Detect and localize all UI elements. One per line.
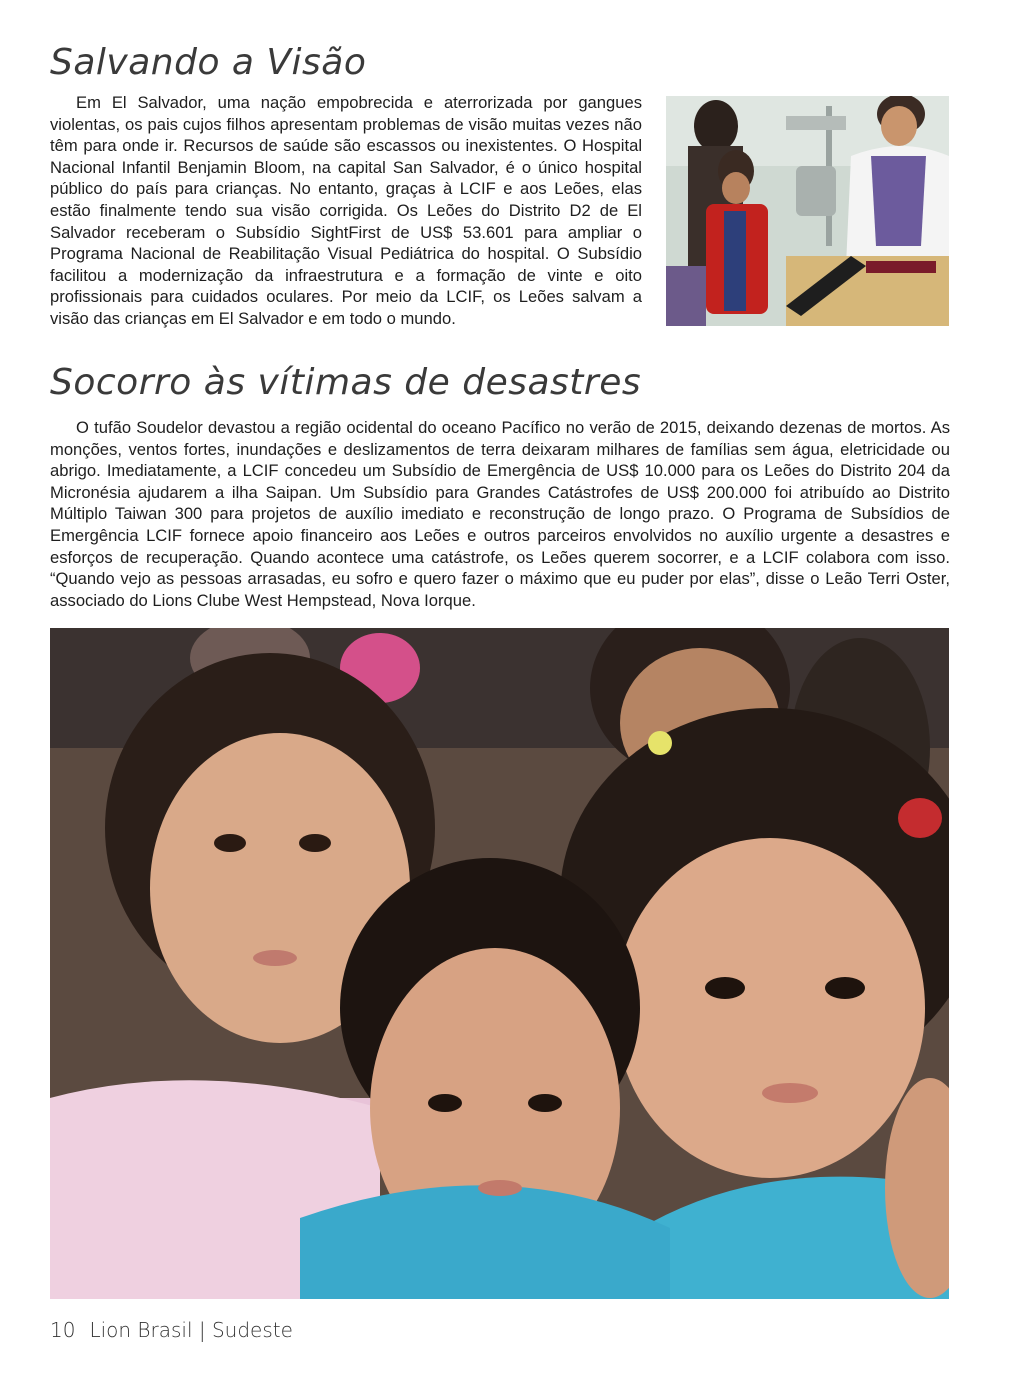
section-title-disaster-relief: Socorro às vítimas de desastres xyxy=(50,362,642,403)
publication-name: Lion Brasil | Sudeste xyxy=(89,1318,293,1342)
page-number: 10 xyxy=(50,1318,76,1342)
children-photo xyxy=(50,628,949,1299)
section-title-saving-sight: Salvando a Visão xyxy=(50,42,367,83)
section-body-disaster-relief: O tufão Soudelor devastou a região ocidental do oceano Pacífico no verão de 2015, deixando dezenas de mortos. As monções, ventos fortes, inundações e deslizamentos de terra deixaram milhares de famílias sem água, eletricidade ou abrigo. Imediatamente, a LCIF concedeu um Subsídio de Emergência de US$ 10.000 para os Leões do Distrito 204 da Micronésia ajudarem a ilha Saipan. Um Subsídio para Grandes Catástrofes de US$ 200.000 foi atribuído ao Distrito Múltiplo Taiwan 300 para projetos de auxílio imediato e reconstrução de longo prazo. O Programa de Subsídios de Emergência LCIF fornece apoio financeiro aos Leões e outros parceiros envolvidos no auxílio urgente a desastres e esforços de recuperação. Quando acontece uma catástrofe, os Leões querem socorrer, e a LCIF colabora com isso. “Quando vejo as pessoas arrasadas, eu sofro e quero fazer o máximo que eu puder por elas”, disse o Leão Terri Oster, associado do Lions Clube West Hempstead, Nova Iorque. xyxy=(50,418,950,610)
eye-clinic-photo xyxy=(666,96,949,326)
page-footer xyxy=(50,1318,293,1342)
section-body-saving-sight: Em El Salvador, uma nação empobrecida e aterrorizada por gangues violentas, os pais cujos filhos apresentam problemas de visão muitas vezes não têm para onde ir. Recursos de saúde são escassos ou inexistentes. O Hospital Nacional Infantil Benjamin Bloom, na capital San Salvador, é o único hospital público do país para crianças. No entanto, graças à LCIF e aos Leões, elas estão finalmente tendo sua visão corrigida. Os Leões do Distrito D2 de El Salvador receberam o Subsídio SightFirst de US$ 53.601 para ampliar o Programa Nacional de Reabilitação Visual Pediátrica do hospital. O Subsídio facilitou a modernização da infraestrutura e a formação de vinte e oito profissionais para cuidados oculares. Por meio da LCIF, os Leões salvam a visão das crianças em El Salvador e em todo o mundo. xyxy=(50,93,642,328)
